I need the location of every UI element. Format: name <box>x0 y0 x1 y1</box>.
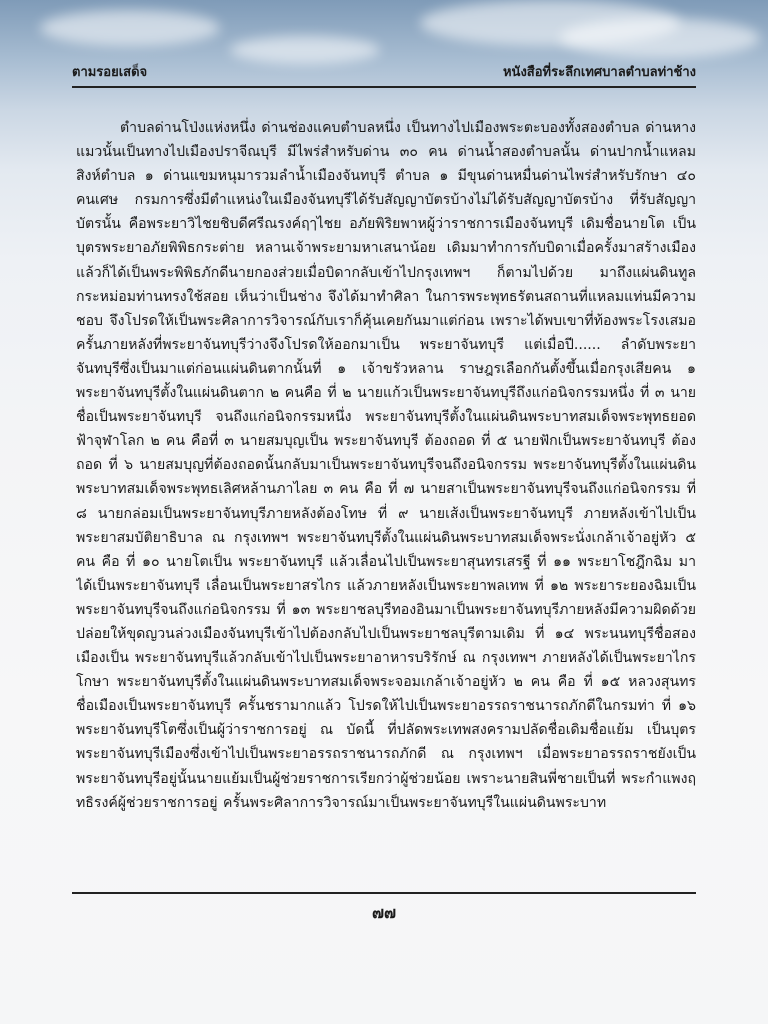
page-number: ๗๗ <box>371 903 397 922</box>
sky-cloud <box>40 10 220 46</box>
header-right-title: หนังสือที่ระลึกเทศบาลตำบลท่าช้าง <box>502 65 696 80</box>
header-divider <box>72 86 696 88</box>
page-header <box>72 64 696 86</box>
sky-cloud <box>230 36 380 64</box>
header-left-title: ตามรอยเสด็จ <box>72 65 148 80</box>
body-paragraph: ตำบลด่านโป่งแห่งหนึ่ง ด่านช่องแคบตำบลหนึ่ง เป็นทางไปเมืองพระตะบองทั้งสองตำบล ด่านหางแมวนั้นเป็นทางไปเมืองปราจีณบุรี มีไพร่สำหรับด่าน ๓๐ คน ด่านน้ำสองตำบลนั้น ด่านปากน้ำแหลมสิงห์ตำบล ๑ ด่านแขมหนุมารวมลำน้ำเมืองจันทบุรี ตำบล ๑ มีขุนด่านหมื่นด่านไพร่สำหรับรักษา ๔๐ คนเศษ กรมการซึ่งมีตำแหน่งในเมืองจันทบุรีได้รับสัญญาบัตรบ้างไม่ได้รับสัญญาบัตรบ้าง ที่รับสัญญาบัตรนั้น คือพระยาวิไชยชิบดีศรีณรงค์ฤๅไชย อภัยพิริยพาหผู้ว่าราชการเมืองจันทบุรี เดิมชื่อนายโต เป็นบุตรพระยาอภัยพิพิธกระต่าย หลานเจ้าพระยามหาเสนาน้อย เดิมมาทำการกับบิดาเมื่อครั้งมาสร้างเมืองแล้วก็ได้เป็นพระพิพิธภักดีนายกองส่วยเมื่อบิดากลับเข้าไปกรุงเทพฯ ก็ตามไปด้วย มาถึงแผ่นดินทูลกระหม่อมท่านทรงใช้สอย เห็นว่าเป็นช่าง จึงได้มาทำศิลา ในการพระพุทธรัตนสถานที่แหลมแท่นมีความชอบ จึงโปรดให้เป็นพระศิลาการวิจารณ์กับเราก็คุ้นเคยกันมาแต่ก่อน เพราะได้พบเขาที่ท้องพระโรงเสมอ ครั้นภายหลังที่พระยาจันทบุรีว่างจึงโปรดให้ออกมาเป็น พระยาจันทบุรี แต่เมื่อปี...... ลำดับพระยาจันทบุรีซึ่งเป็นมาแต่ก่อนแผ่นดินตากนั้นที่ ๑ เจ้าขรัวหลาน ราษฎรเลือกกันตั้งขึ้นเมื่อกรุงเสียคน ๑ พระยาจันทบุรีตั้งในแผ่นดินตาก ๒ คนคือ ที่ ๒ นายแก้วเป็นพระยาจันทบุรีถึงแก่อนิจกรรมหนึ่ง ที่ ๓ นายชื่อเป็นพระยาจันทบุรี จนถึงแก่อนิจกรรมหนึ่ง พระยาจันทบุรีตั้งในแผ่นดินพระบาทสมเด็จพระพุทธยอดฟ้าจุฬาโลก ๒ คน คือที่ ๓ นายสมบุญเป็น พระยาจันทบุรี ต้องถอด ที่ ๕ นายฟักเป็นพระยาจันทบุรี ต้องถอด ที่ ๖ นายสมบุญที่ต้องถอดนั้นกลับมาเป็นพระยาจันทบุรีจนถึงอนิจกรรม พระยาจันทบุรีตั้งในแผ่นดินพระบาทสมเด็จพระพุทธเลิศหล้านภาไลย ๓ คน คือ ที่ ๗ นายสาเป็นพระยาจันทบุรีจนถึงแก่อนิจกรรม ที่ ๘ นายกล่อมเป็นพระยาจันทบุรีภายหลังต้องโทษ ที่ ๙ นายเส้งเป็นพระยาจันทบุรี ภายหลังเข้าไปเป็นพระยาสมบัติยาธิบาล ณ กรุงเทพฯ พระยาจันทบุรีตั้งในแผ่นดินพระบาทสมเด็จพระนั่งเกล้าเจ้าอยู่หัว ๕ คน คือ ที่ ๑๐ นายโตเป็น พระยาจันทบุรี แล้วเลื่อนไปเป็นพระยาสุนทรเสรฐี ที่ ๑๑ พระยาโชฎึกฉิม มาได้เป็นพระยาจันทบุรี เลื่อนเป็นพระยาสรไกร แล้วภายหลังเป็นพระยาพลเทพ ที่ ๑๒ พระยาระยองฉิมเป็นพระยาจันทบุรีจนถึงแก่อนิจกรรม ที่ ๑๓ พระยาชลบุรีทองอินมาเป็นพระยาจันทบุรีภายหลังมีความผิดด้วยปล่อยให้ขุดญวนล่วงเมืองจันทบุรีเข้าไปต้องกลับไปเป็นพระยาชลบุรีตามเดิม ที่ ๑๔ พระนนทบุรีชื่อสองเมืองเป็น พระยาจันทบุรีแล้วกลับเข้าไปเป็นพระยาอาหารบริรักษ์ ณ กรุงเทพฯ ภายหลังได้เป็นพระยาไกรโกษา พระยาจันทบุรีตั้งในแผ่นดินพระบาทสมเด็จพระจอมเกล้าเจ้าอยู่หัว ๒ คน คือ ที่ ๑๕ หลวงสุนทรชื่อเมืองเป็นพระยาจันทบุรี ครั้นชรามากแล้ว โปรดให้ไปเป็นพระยาอรรถราชนารถภักดีในกรมท่า ที่ ๑๖ พระยาจันทบุรีโตซึ่งเป็นผู้ว่าราชการอยู่ ณ บัดนี้ ที่ปลัดพระเทพสงครามปลัดชื่อเดิมชื่อแย้ม เป็นบุตร พระยาจันทบุรีเมืองซึ่งเข้าไปเป็นพระยาอรรถราชนารถภักดี ณ กรุงเทพฯ เมื่อพระยาอรรถราชยังเป็น พระยาจันทบุรีอยู่นั้นนายแย้มเป็นผู้ช่วยราชการเรียกว่าผู้ช่วยน้อย เพราะนายสินพี่ชายเป็นที่ พระกำแพงฤทธิรงค์ผู้ช่วยราชการอยู่ ครั้นพระศิลาการวิจารณ์มาเป็นพระยาจันทบุรีในแผ่นดินพระบาท <box>76 120 696 811</box>
footer-divider <box>72 892 696 894</box>
sky-cloud <box>560 18 760 58</box>
